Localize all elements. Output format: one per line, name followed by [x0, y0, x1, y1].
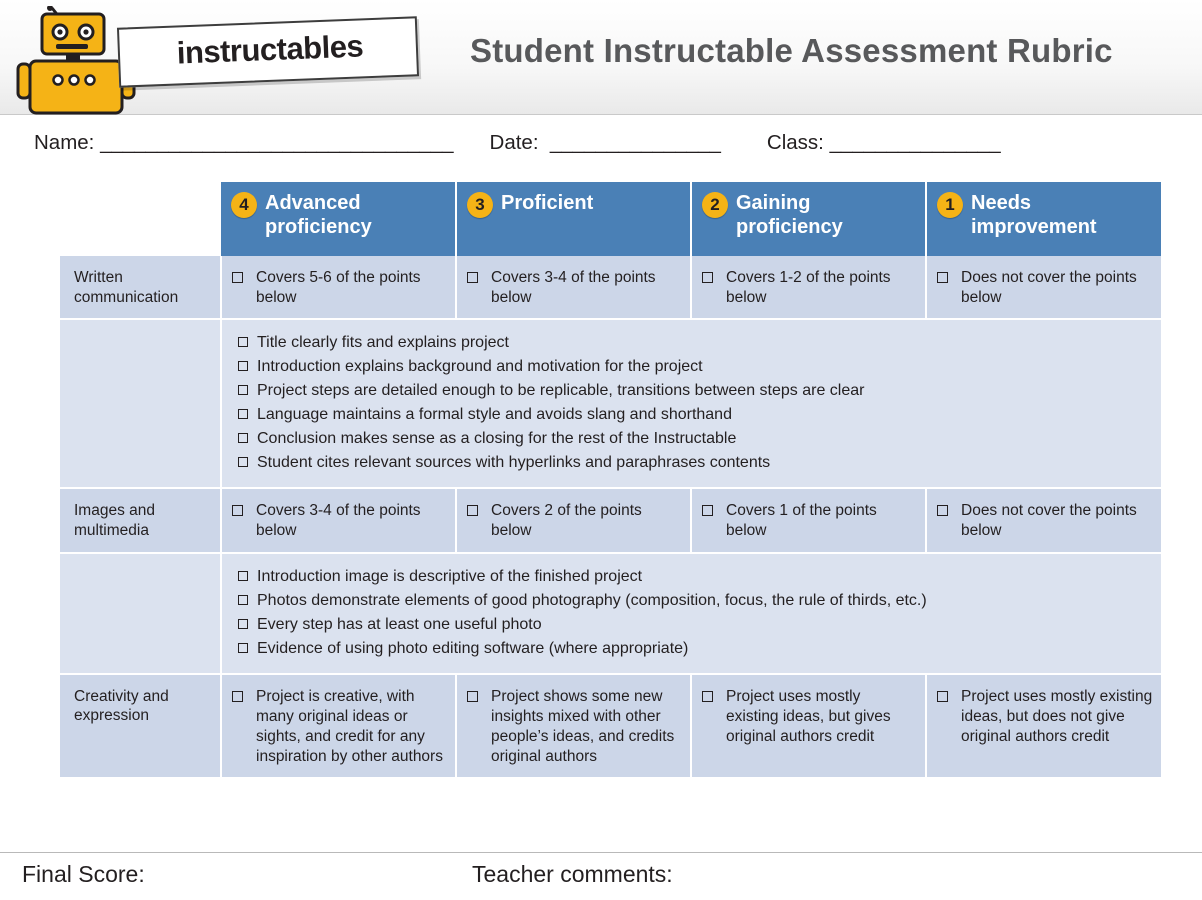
page-header	[0, 0, 1202, 115]
column-label-advanced: Advanced proficiency	[265, 192, 372, 239]
checkbox-icon[interactable]	[467, 691, 478, 702]
detail-spacer-cell	[60, 319, 221, 488]
checkbox-icon[interactable]	[702, 272, 713, 283]
cell-images-gaining[interactable]	[691, 488, 926, 552]
page-title: Student Instructable Assessment Rubric	[470, 32, 1113, 69]
list-item-label: Project steps are detailed enough to be replicable, transitions between steps are clear	[257, 382, 865, 400]
student-info-row	[0, 118, 1202, 168]
final-score-label: Final Score:	[22, 861, 145, 887]
criterion-written-communication: Written communication	[60, 256, 221, 319]
list-item[interactable]	[238, 565, 1151, 589]
date-field[interactable]: Date: _______________	[489, 131, 721, 154]
column-label-proficient: Proficient	[501, 192, 594, 214]
name-field[interactable]: Name: _______________________________	[34, 131, 454, 154]
class-field[interactable]: Class: _______________	[766, 131, 1001, 154]
checkbox-icon[interactable]	[238, 433, 248, 443]
checkbox-icon[interactable]	[238, 385, 248, 395]
logo-wordmark: instructables	[176, 28, 364, 71]
list-item-label: Student cites relevant sources with hyperlinks and paraphrases contents	[257, 454, 771, 472]
column-header-advanced	[221, 182, 456, 256]
cell-text: Covers 1-2 of the points below	[726, 269, 891, 307]
score-badge-3: 3	[467, 192, 493, 218]
cell-text: Project uses mostly existing ideas, but does not give original authors credit	[961, 687, 1153, 745]
cell-written-proficient[interactable]	[456, 256, 691, 319]
list-item-label: Language maintains a formal style and avoids slang and shorthand	[257, 406, 732, 424]
cell-creativity-gaining[interactable]	[691, 674, 926, 779]
checkbox-icon[interactable]	[702, 505, 713, 516]
table-row	[60, 256, 1161, 319]
list-item-label: Every step has at least one useful photo	[257, 615, 542, 633]
list-item[interactable]	[238, 613, 1151, 637]
column-label-gaining: Gaining proficiency	[736, 192, 843, 239]
cell-text: Covers 2 of the points below	[491, 502, 642, 540]
table-row	[60, 674, 1161, 779]
list-item-label: Title clearly fits and explains project	[257, 334, 509, 352]
details-images-multimedia	[221, 553, 1161, 674]
checkbox-icon[interactable]	[238, 361, 248, 371]
rubric-header-row	[60, 182, 1161, 256]
checkbox-icon[interactable]	[238, 619, 248, 629]
header-spacer-cell	[60, 182, 221, 256]
checkbox-icon[interactable]	[238, 643, 248, 653]
score-badge-4: 4	[231, 192, 257, 218]
cell-images-needs-improvement[interactable]	[926, 488, 1161, 552]
teacher-comments-label: Teacher comments:	[472, 861, 673, 887]
table-row-details	[60, 553, 1161, 674]
checkbox-icon[interactable]	[238, 595, 248, 605]
list-item[interactable]	[238, 379, 1151, 403]
cell-creativity-proficient[interactable]	[456, 674, 691, 779]
detail-spacer-cell	[60, 553, 221, 674]
list-item[interactable]	[238, 427, 1151, 451]
list-item[interactable]	[238, 637, 1151, 661]
cell-text: Project uses mostly existing ideas, but gives original authors credit	[726, 687, 891, 745]
instructables-logo	[8, 2, 428, 114]
cell-creativity-needs-improvement[interactable]	[926, 674, 1161, 779]
checkbox-icon[interactable]	[937, 691, 948, 702]
column-header-gaining	[691, 182, 926, 256]
checkbox-icon[interactable]	[232, 272, 243, 283]
list-item[interactable]	[238, 403, 1151, 427]
cell-written-needs-improvement[interactable]	[926, 256, 1161, 319]
rubric-table	[60, 182, 1161, 779]
checkbox-icon[interactable]	[238, 457, 248, 467]
list-item-label: Photos demonstrate elements of good photography (composition, focus, the rule of thirds, etc.)	[257, 591, 927, 609]
cell-text: Does not cover the points below	[961, 269, 1137, 307]
checkbox-icon[interactable]	[937, 505, 948, 516]
page-footer	[0, 852, 1202, 900]
list-item[interactable]	[238, 589, 1151, 613]
list-item[interactable]	[238, 331, 1151, 355]
list-item[interactable]	[238, 355, 1151, 379]
table-row	[60, 488, 1161, 552]
checkbox-icon[interactable]	[238, 409, 248, 419]
column-label-needs-improvement: Needs improvement	[971, 192, 1097, 239]
list-item[interactable]	[238, 451, 1151, 475]
cell-text: Covers 3-4 of the points below	[491, 269, 656, 307]
cell-images-advanced[interactable]	[221, 488, 456, 552]
checkbox-icon[interactable]	[937, 272, 948, 283]
criterion-images-multimedia: Images and multimedia	[60, 488, 221, 552]
score-badge-2: 2	[702, 192, 728, 218]
cell-images-proficient[interactable]	[456, 488, 691, 552]
cell-text: Covers 3-4 of the points below	[256, 502, 421, 540]
list-item-label: Introduction explains background and motivation for the project	[257, 358, 703, 376]
column-header-needs-improvement	[926, 182, 1161, 256]
checkbox-icon[interactable]	[232, 505, 243, 516]
score-badge-1: 1	[937, 192, 963, 218]
cell-text: Does not cover the points below	[961, 502, 1137, 540]
checkbox-icon[interactable]	[232, 691, 243, 702]
checkbox-icon[interactable]	[702, 691, 713, 702]
cell-text: Covers 1 of the points below	[726, 502, 877, 540]
checkbox-icon[interactable]	[238, 571, 248, 581]
cell-written-gaining[interactable]	[691, 256, 926, 319]
list-item-label: Introduction image is descriptive of the finished project	[257, 567, 643, 585]
cell-text: Project shows some new insights mixed with other people’s ideas, and credits original authors	[491, 687, 675, 765]
cell-text: Covers 5-6 of the points below	[256, 269, 421, 307]
criterion-creativity-expression: Creativity and expression	[60, 674, 221, 779]
checkbox-icon[interactable]	[467, 505, 478, 516]
checkbox-icon[interactable]	[467, 272, 478, 283]
cell-text: Project is creative, with many original ideas or sights, and credit for any inspiration by other authors	[256, 687, 443, 765]
details-written-communication	[221, 319, 1161, 488]
cell-creativity-advanced[interactable]	[221, 674, 456, 779]
cell-written-advanced[interactable]	[221, 256, 456, 319]
list-item-label: Conclusion makes sense as a closing for the rest of the Instructable	[257, 430, 737, 448]
checkbox-icon[interactable]	[238, 337, 248, 347]
column-header-proficient	[456, 182, 691, 256]
table-row-details	[60, 319, 1161, 488]
list-item-label: Evidence of using photo editing software (where appropriate)	[257, 639, 689, 657]
